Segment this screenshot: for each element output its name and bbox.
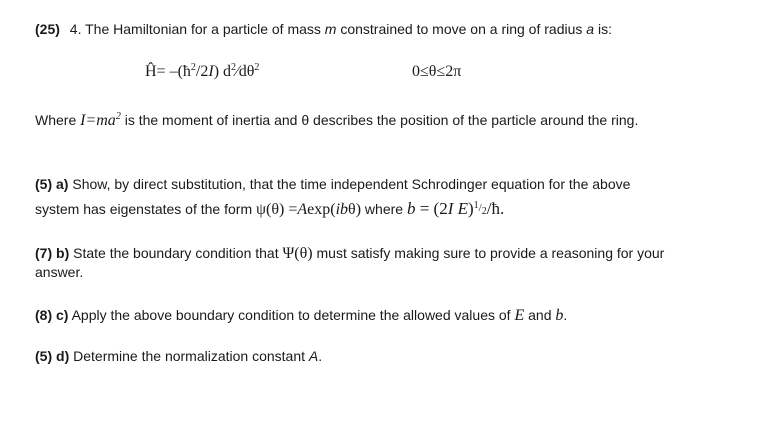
part-c-and: and — [528, 307, 552, 323]
radius-squared: 2 — [115, 111, 121, 122]
part-b-text-1: State the boundary condition that — [73, 245, 279, 261]
part-c-points: (8) — [35, 307, 53, 323]
part-d-line — [35, 347, 322, 365]
where-line — [35, 111, 638, 130]
part-a-text-1: Show, by direct substitution, that the time independent Schrodinger equation for the above — [72, 176, 631, 192]
radius-symbol: a — [586, 21, 595, 37]
hamiltonian-mid: /2 — [195, 63, 209, 80]
theta-close: θ) — [348, 201, 362, 218]
part-b-line-1 — [35, 244, 664, 263]
theta-exponent: 2 — [254, 62, 260, 73]
part-d-points: (5) — [35, 348, 53, 364]
part-b-points: (7) — [35, 245, 53, 261]
hamiltonian-rhs: ) d — [213, 63, 232, 80]
part-a-label: a) — [56, 176, 69, 192]
psi-boundary-symbol: Ψ(θ) — [282, 245, 313, 262]
half-slash: / — [478, 202, 482, 214]
eigenstate-expression — [256, 201, 361, 218]
part-d-label: d) — [56, 348, 70, 364]
part-a-points: (5) — [35, 176, 53, 192]
question-header — [35, 20, 612, 38]
question-points: (25) — [35, 21, 60, 37]
hamiltonian-derivative: ⁄dθ — [236, 63, 255, 80]
half-denominator: 2 — [481, 206, 487, 217]
part-a-text-2: system has eigenstates of the form — [35, 201, 253, 217]
part-b-text-2: must satisfy making sure to provide a reasoning for your — [316, 245, 665, 261]
inertia-definition-text: I=ma — [80, 112, 116, 129]
where-rest: is the moment of inertia and θ describes the position of the particle around the ring. — [124, 112, 639, 128]
header-text-3: is: — [597, 21, 612, 37]
b-symbol: b — [406, 199, 416, 218]
part-c-text: Apply the above boundary condition to determine the allowed values of — [71, 307, 511, 323]
ie-symbol: I E — [447, 199, 468, 218]
b-symbol-c: b — [555, 307, 564, 324]
normalization-symbol: A — [308, 348, 319, 364]
where-word: Where — [35, 112, 77, 128]
header-text-2: constrained to move on a ring of radius — [340, 21, 583, 37]
hamiltonian-lhs: Ĥ= –(ħ — [145, 63, 191, 80]
b-eq-open: = (2 — [415, 199, 448, 218]
energy-symbol: E — [514, 307, 525, 324]
part-a-where: where — [364, 201, 404, 217]
mass-symbol: m — [324, 21, 337, 37]
theta-range: 0≤θ≤2π — [412, 63, 462, 80]
part-b-label: b) — [56, 245, 70, 261]
part-d-period: . — [318, 348, 323, 364]
hbar-divisor: /ħ. — [486, 199, 505, 218]
hbar-exponent: 2 — [190, 62, 196, 73]
exp-function: exp( — [307, 201, 336, 218]
part-c-line — [35, 306, 567, 325]
part-a-line-2 — [35, 197, 504, 221]
inertia-definition — [80, 112, 121, 129]
header-text-1: The Hamiltonian for a particle of mass — [85, 21, 321, 37]
ib-symbol: ib — [335, 201, 349, 218]
half-numerator: 1 — [473, 200, 479, 211]
part-b-line-2: answer. — [35, 264, 84, 280]
psi-of-theta: ψ(θ) = — [256, 201, 298, 218]
inertia-symbol: I — [208, 63, 214, 80]
part-c-label: c) — [56, 307, 69, 323]
question-number: 4. — [69, 21, 82, 37]
b-definition — [407, 199, 504, 218]
b-eq-close: ) — [468, 199, 474, 218]
amplitude-symbol: A — [297, 201, 308, 218]
part-a-line-1 — [35, 175, 630, 193]
d-exponent: 2 — [231, 62, 237, 73]
hamiltonian-equation — [145, 63, 259, 81]
part-c-period: . — [563, 307, 568, 323]
part-d-text: Determine the normalization constant — [73, 348, 306, 364]
